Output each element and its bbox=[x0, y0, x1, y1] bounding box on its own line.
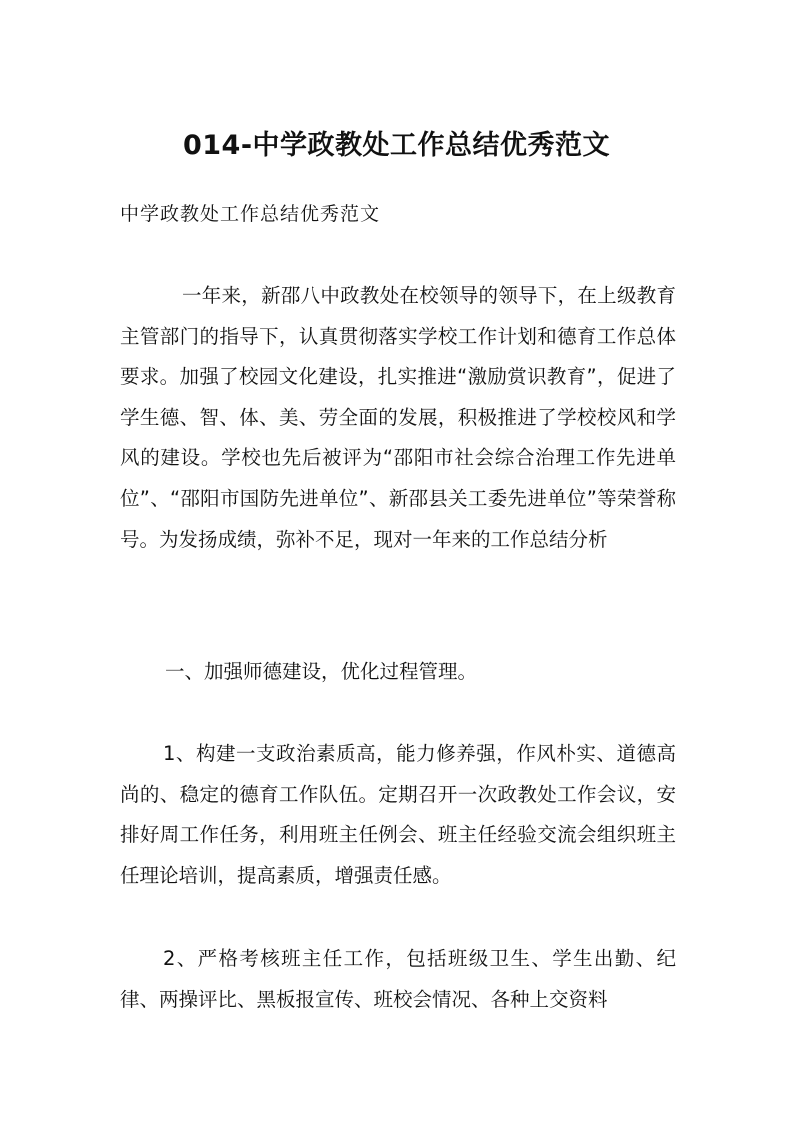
list-item-1: 1、构建一支政治素质高，能力修养强，作风朴实、道德高尚的、稳定的德育工作队伍。定期召开一次政教处工作会议，安排好周工作任务，利用班主任例会、班主任经验交流会组织班主任理论培训，提高素质，增强责任感。 bbox=[120, 742, 676, 887]
document-subtitle: 中学政教处工作总结优秀范文 bbox=[120, 203, 381, 225]
intro-paragraph: 一年来，新邵八中政教处在校领导的领导下，在上级教育主管部门的指导下，认真贯彻落实学校工作计划和德育工作总体要求。加强了校园文化建设，扎实推进“激励赏识教育”，促进了学生德、智、体、美、劳全面的发展，积极推进了学校校风和学风的建设。学校也先后被评为“邵阳市社会综合治理工作先进单位”、“邵阳市国防先进单位”、新邵县关工委先进单位”等荣誉称号。为发扬成绩，弥补不足，现对一年来的工作总结分析 bbox=[120, 284, 676, 551]
list-item-2: 2、严格考核班主任工作，包括班级卫生、学生出勤、纪律、两操评比、黑板报宣传、班校会情况、各种上交资料 bbox=[120, 947, 676, 1011]
document-title: 014-中学政教处工作总结优秀范文 bbox=[182, 130, 611, 161]
section-heading-1: 一、加强师德建设，优化过程管理。 bbox=[165, 660, 478, 683]
